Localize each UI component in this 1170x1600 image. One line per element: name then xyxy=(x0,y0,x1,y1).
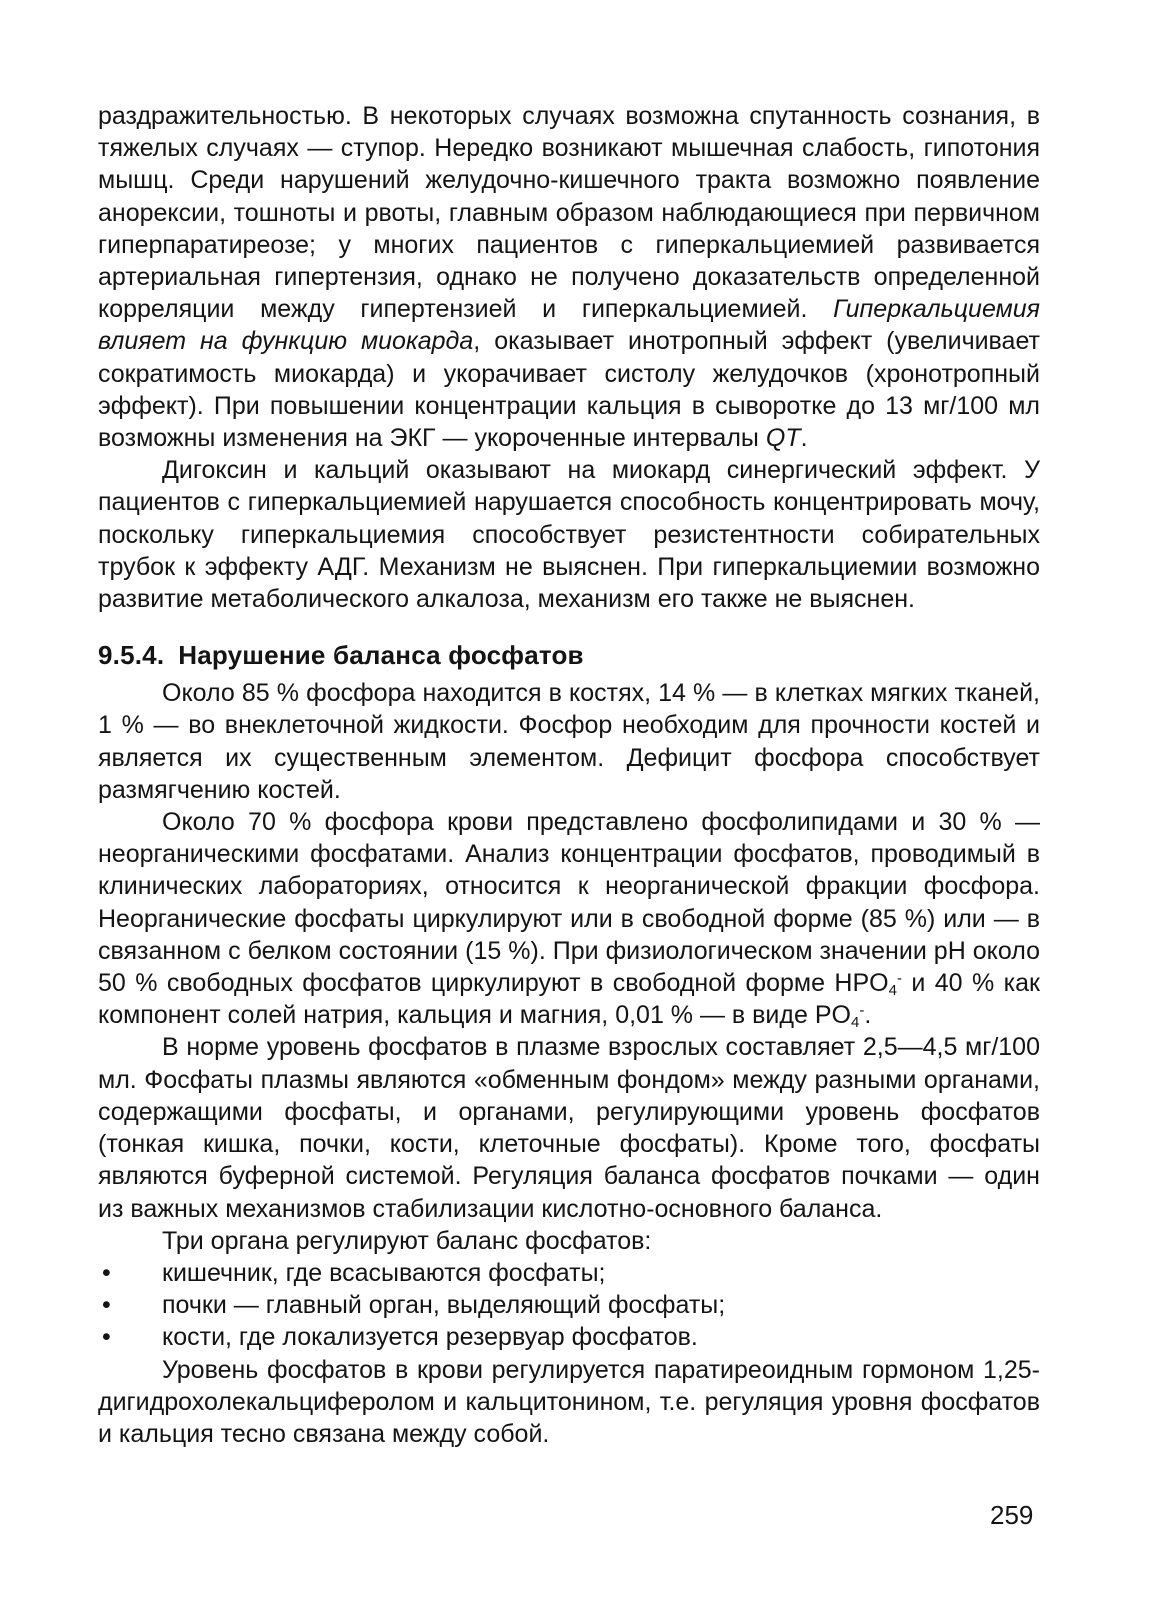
section-number: 9.5.4. xyxy=(98,640,165,671)
paragraph xyxy=(98,100,1040,454)
list-item xyxy=(98,1289,1040,1321)
book-page xyxy=(98,100,1040,1450)
list-item-text: почки — главный орган, выделяющий фосфаты; xyxy=(162,1291,726,1320)
paragraph xyxy=(98,677,1040,806)
section-title: Нарушение баланса фосфатов xyxy=(178,640,584,671)
paragraph xyxy=(98,1031,1040,1224)
bullet-list xyxy=(98,1257,1040,1354)
bullet-icon: • xyxy=(102,1323,111,1352)
paragraph-text: раздражительностью. В некоторых случаях возможна спутанность сознания, в тяжелых случаях — ступор. Нередко возникают мышечная слабость, гипотония мышц. Среди нарушений желудочно-кишечного тракта возможно появление анорексии, тошноты и рвоты, главным образом наблюдающиеся при первичном гиперпаратиреозе; у многих пациентов с гиперкальциемией развивается артериальная гипертензия, однако не получено доказательств определенной корреляции между гипертензией и гиперкальциемией. xyxy=(98,102,1040,324)
paragraph-text: Дигоксин и кальций оказывают на миокард синергический эффект. У пациентов с гиперкальциемией нарушается способность концентрировать мочу, поскольку гиперкальциемия способствует резистентности собирательных трубок к эффекту АДГ. Механизм не выяснен. При гиперкальциемии возможно развитие метаболического алкалоза, механизм его также не выяснен. xyxy=(98,456,1040,614)
list-item-text: кости, где локализуется резервуар фосфатов. xyxy=(162,1323,698,1352)
page-number: 259 xyxy=(990,1500,1034,1530)
list-item xyxy=(98,1321,1040,1353)
italic-text: QT xyxy=(765,424,801,453)
section-paragraphs xyxy=(98,677,1040,1257)
paragraph-text: 4 xyxy=(850,1014,860,1032)
paragraph-text: , оказывает инотропный эффект (увеличивает сократимость миокарда) и укорачивает систолу желудочков (хронотропный эффект). При повышении концентрации кальция в сыворотке до 13 мг/100 мл возможны изменения на ЭКГ — укороченные интервалы xyxy=(98,327,1040,453)
paragraph-text: Около 85 % фосфора находится в костях, 14 % — в клетках мягких тканей, 1 % — во внеклеточной жидкости. Фосфор необходим для прочности костей и является их существенным элементом. Дефицит фосфора способствует размягчению костей. xyxy=(98,679,1040,804)
paragraph-text: . xyxy=(800,424,808,453)
paragraph-text: и 40 % как компонент солей натрия, кальция и магния, 0,01 % — в виде PO xyxy=(98,969,1040,1030)
paragraph xyxy=(98,1225,1040,1257)
paragraph-text: В норме уровень фосфатов в плазме взрослых составляет 2,5—4,5 мг/100 мл. Фосфаты плазмы являются «обменным фондом» между разными органами, содержащими фосфаты, и органами, регулирующими уровень фосфатов (тонкая кишка, почки, кости, клеточные фосфаты). Кроме того, фосфаты являются буферной системой. Регуляция баланса фосфатов почками — один из важных механизмов стабилизации кислотно-основного баланса. xyxy=(98,1033,1040,1223)
paragraph-text: - xyxy=(859,1002,865,1020)
bullet-icon: • xyxy=(102,1291,111,1320)
paragraph-text: 4 xyxy=(888,982,897,1000)
top-paragraphs xyxy=(98,100,1040,615)
paragraph-text: - xyxy=(896,970,902,988)
paragraph-text: . xyxy=(864,1001,872,1030)
list-item xyxy=(98,1257,1040,1289)
bullet-icon: • xyxy=(102,1258,111,1287)
paragraph xyxy=(98,454,1040,615)
section-heading xyxy=(98,639,1040,671)
final-paragraph: Уровень фосфатов в крови регулируется паратиреоидным гормоном 1,25-дигидрохолекальциферолом и кальцитонином, т.е. регуляция уровня фосфатов и кальция тесно связана между собой. xyxy=(98,1355,1040,1448)
list-item-text: кишечник, где всасываются фосфаты; xyxy=(162,1258,606,1287)
paragraph-text: Около 70 % фосфора крови представлено фосфолипидами и 30 % — неорганическими фосфатами. Анализ концентрации фосфатов, проводимый в клинических лабораториях, относится к неорганической фракции фосфора. Неорганические фосфаты циркулируют или в свободной форме (85 %) или — в связанном с белком состоянии (15 %). При физиологическом значении pH около 50 % свободных фосфатов циркулируют в свободной форме HPO xyxy=(98,808,1040,998)
paragraph-text: Три органа регулируют баланс фосфатов: xyxy=(162,1226,652,1255)
paragraph xyxy=(98,806,1040,1031)
italic-text: Гиперкальциемия влияет на функцию миокарда xyxy=(98,295,1040,356)
